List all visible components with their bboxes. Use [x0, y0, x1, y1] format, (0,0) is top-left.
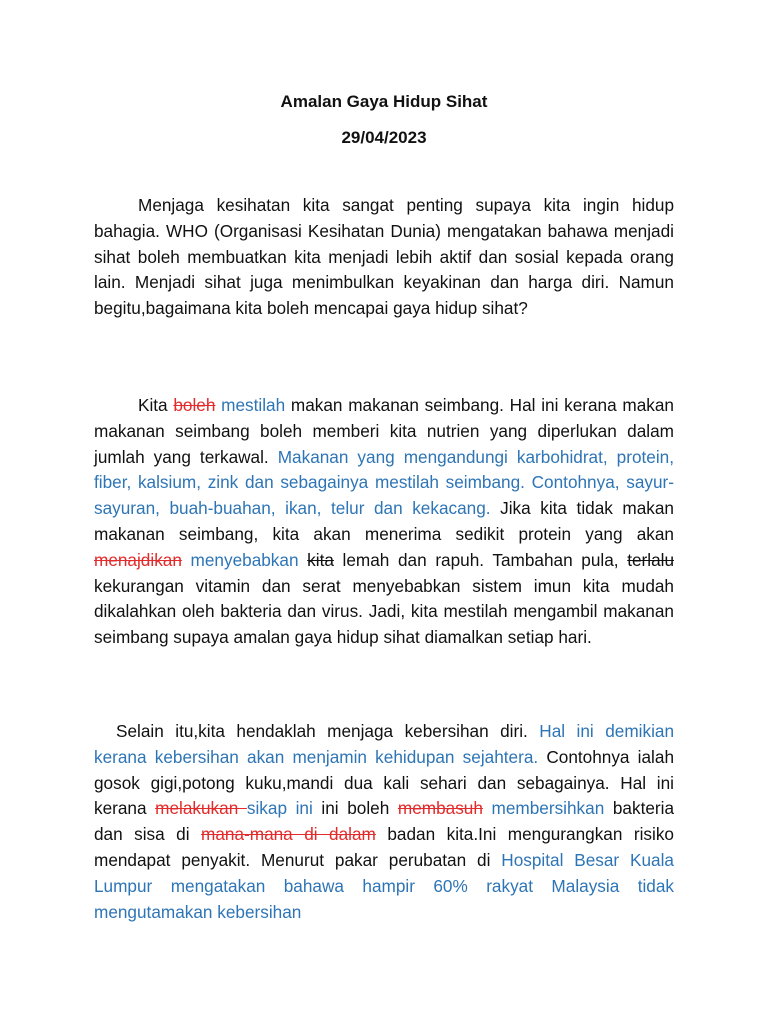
- paragraph-intro: [94, 193, 674, 322]
- text-run: ini boleh: [312, 798, 398, 819]
- paragraph-hygiene: [94, 719, 674, 925]
- struck-text: terlalu: [627, 549, 674, 570]
- deleted-text: menajdikan: [94, 549, 182, 570]
- inserted-text: mestilah: [221, 395, 286, 415]
- text-run: kekurangan vitamin dan serat menyebabkan sistem imun kita mudah dikalahkan oleh bakteria dan virus. Jadi, kita mestilah mengambil makanan seimbang supaya amalan gaya hidup sihat diamalkan setiap hari.: [94, 575, 674, 648]
- paragraph-balanced-diet: [94, 393, 674, 651]
- text-run: [182, 550, 191, 570]
- paragraph-intro-text: Menjaga kesihatan kita sangat penting supaya kita ingin hidup bahagia. WHO (Organisasi Kesihatan Dunia) mengatakan bahawa menjadi sihat boleh membuatkan kita menjadi lebih aktif dan sosial kepada orang lain. Menjadi sihat juga menimbulkan keyakinan dan harga diri. Namun begitu,bagaimana kita boleh mencapai gaya hidup sihat?: [94, 195, 674, 319]
- text-run: Selain itu,kita hendaklah menjaga kebersihan diri.: [116, 721, 540, 741]
- struck-text: kita: [307, 549, 334, 570]
- text-run: [483, 798, 492, 818]
- deleted-text: membasuh: [397, 798, 483, 819]
- text-run: lemah dan rapuh. Tambahan pula,: [333, 549, 628, 570]
- deleted-text: mana-mana di dalam: [201, 824, 376, 845]
- deleted-text: melakukan: [155, 798, 247, 819]
- text-run: makan makanan seimbang. Hal ini kerana makan makanan seimbang boleh memberi kita nutrien yang diperlukan dalam jumlah yang terkawal.: [94, 395, 674, 467]
- inserted-text: menyebabkan: [190, 549, 299, 570]
- document-date: 29/04/2023: [341, 128, 427, 147]
- text-run: Contohnya ialah gosok gigi,potong kuku,mandi dua kali sehari dan sebagainya. Hal ini kerana: [94, 746, 674, 819]
- inserted-text: Makanan yang mengandungi karbohidrat, protein, fiber, kalsium, zink dan sebagainya mestilah seimbang. Contohnya, sayur-sayuran, buah-buahan, ikan, telur dan kekacang.: [94, 446, 674, 519]
- text-run: Kita: [138, 395, 174, 415]
- document-title: Amalan Gaya Hidup Sihat: [280, 92, 488, 111]
- text-run: bakteria dan sisa di: [94, 798, 674, 845]
- text-run: Jika kita tidak makan makanan seimbang, kita akan menerima sedikit protein yang akan: [94, 498, 674, 544]
- inserted-text: Hospital Besar Kuala Lumpur mengatakan bahawa hampir 60% rakyat Malaysia tidak mengutamakan kebersihan: [94, 849, 674, 922]
- text-run: badan kita.Ini mengurangkan risiko mendapat penyakit. Menurut pakar perubatan di: [94, 824, 674, 870]
- deleted-text: boleh: [173, 395, 216, 415]
- inserted-text: membersihkan: [491, 798, 605, 819]
- inserted-text: sikap ini: [246, 798, 313, 819]
- inserted-text: Hal ini demikian kerana kebersihan akan menjamin kehidupan sejahtera.: [94, 721, 674, 767]
- text-run: [299, 550, 308, 570]
